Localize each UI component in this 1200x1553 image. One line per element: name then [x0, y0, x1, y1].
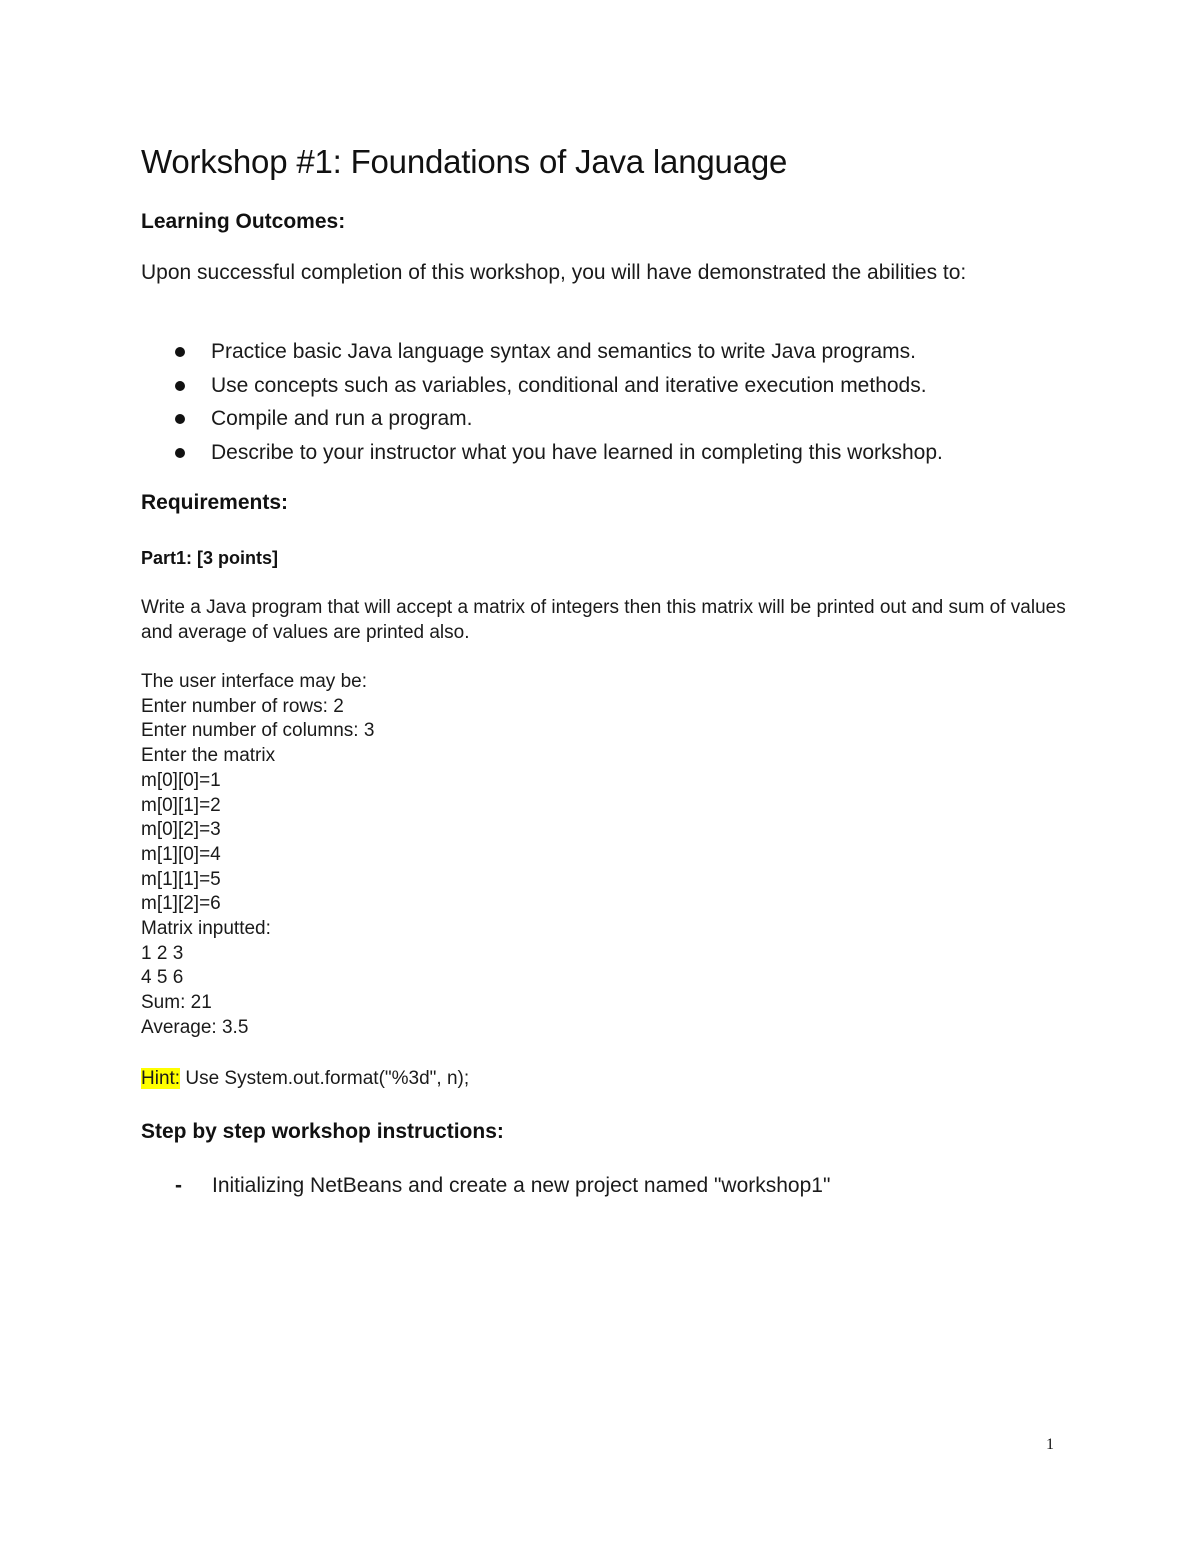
bullet-icon	[175, 381, 185, 391]
page-number: 1	[1046, 1436, 1054, 1453]
bullet-icon	[175, 448, 185, 458]
list-item	[141, 436, 943, 470]
hint-text: Use System.out.format("%3d", n);	[180, 1068, 470, 1089]
bullet-icon	[175, 414, 185, 424]
ui-line: Enter number of columns: 3	[141, 720, 375, 742]
document-title: Workshop #1: Foundations of Java language	[141, 143, 788, 180]
ui-line: m[0][2]=3	[141, 819, 221, 841]
list-item-text: Describe to your instructor what you have learned in completing this workshop.	[211, 440, 943, 464]
ui-line: m[1][1]=5	[141, 868, 221, 890]
ui-line: Enter the matrix	[141, 745, 276, 767]
list-item	[141, 369, 943, 403]
ui-line: 1 2 3	[141, 942, 184, 964]
ui-line: m[0][1]=2	[141, 794, 221, 816]
bullet-icon	[175, 347, 185, 357]
learning-outcomes-list	[141, 335, 943, 469]
hint-label: Hint:	[141, 1068, 181, 1089]
sample-user-interface	[141, 670, 374, 1041]
part1-heading: Part1: [3 points]	[141, 548, 279, 568]
list-item	[141, 402, 943, 436]
list-item-text: Compile and run a program.	[211, 407, 473, 430]
list-item	[141, 335, 943, 369]
steps-heading: Step by step workshop instructions:	[141, 1120, 504, 1143]
ui-line: Matrix inputted:	[141, 918, 271, 940]
ui-line: m[0][0]=1	[141, 769, 221, 791]
ui-line: Sum: 21	[141, 992, 212, 1014]
step-item-text: Initializing NetBeans and create a new project named "workshop1"	[212, 1174, 831, 1197]
ui-line: 4 5 6	[141, 967, 184, 989]
ui-line: m[1][0]=4	[141, 843, 221, 865]
hint-line	[141, 1066, 469, 1092]
ui-line: The user interface may be:	[141, 671, 367, 692]
dash-marker: -	[175, 1174, 182, 1197]
list-item-text: Practice basic Java language syntax and semantics to write Java programs.	[211, 340, 917, 363]
list-item-text: Use concepts such as variables, conditional and iterative execution methods.	[211, 373, 927, 397]
ui-line: Average: 3.5	[141, 1016, 249, 1038]
ui-line: Enter number of rows: 2	[141, 695, 344, 717]
ui-line: m[1][2]=6	[141, 893, 221, 915]
part1-description: Write a Java program that will accept a matrix of integers then this matrix will be printed out and sum of values and average of values are printed also.	[141, 597, 1066, 643]
learning-outcomes-heading: Learning Outcomes:	[141, 210, 346, 233]
requirements-heading: Requirements:	[141, 491, 289, 514]
learning-outcomes-intro: Upon successful completion of this workshop, you will have demonstrated the abilities to:	[141, 261, 967, 284]
